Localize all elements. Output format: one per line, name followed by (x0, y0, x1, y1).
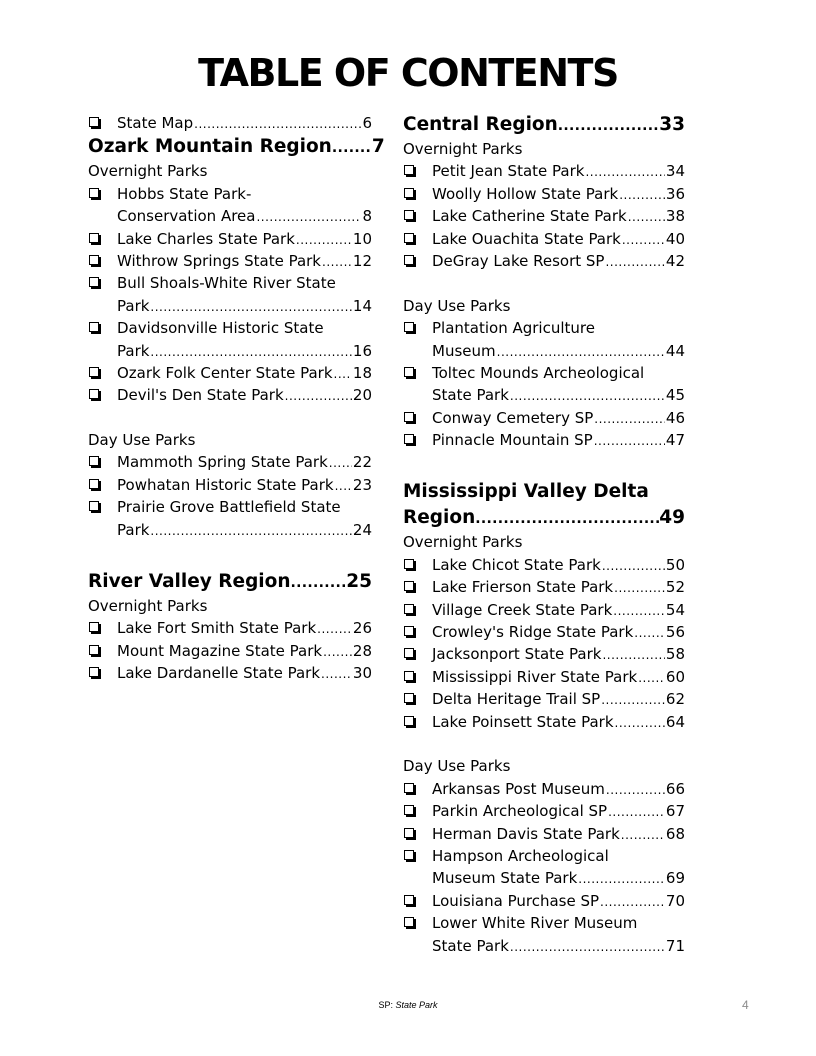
checkbox-icon[interactable] (89, 389, 99, 399)
toc-entry[interactable]: Devil's Den State Park ..... 20 (88, 384, 372, 406)
checkbox-icon[interactable] (404, 165, 414, 175)
region-heading-delta[interactable]: Mississippi Valley Delta (403, 481, 649, 503)
toc-entry[interactable]: Arkansas Post Museum ..... 66 (403, 778, 685, 800)
toc-entry-continuation[interactable]: State Park ..... 45 (403, 384, 685, 406)
toc-entry-continuation[interactable]: Museum State Park ..... 69 (403, 867, 685, 889)
checkbox-icon[interactable] (404, 895, 414, 905)
toc-entry-continuation[interactable]: Park ..... 24 (88, 519, 372, 541)
day-use-parks-label: Day Use Parks (88, 431, 196, 450)
checkbox-icon[interactable] (404, 210, 414, 220)
checkbox-icon[interactable] (404, 917, 414, 927)
checkbox-icon[interactable] (404, 671, 414, 681)
toc-entry[interactable]: Powhatan Historic State Park ..... 23 (88, 474, 372, 496)
day-use-parks-label: Day Use Parks (403, 296, 511, 315)
checkbox-icon[interactable] (89, 233, 99, 243)
checkbox-icon[interactable] (404, 367, 414, 377)
checkbox-icon[interactable] (404, 783, 414, 793)
toc-entry-continuation[interactable]: Park ..... 14 (88, 295, 372, 317)
toc-entry[interactable]: Hampson Archeological (403, 845, 685, 867)
toc-entry[interactable]: Hobbs State Park- (88, 183, 372, 205)
region-heading-river-valley[interactable]: River Valley Region ..... 25 (88, 569, 372, 595)
toc-entry[interactable]: Conway Cemetery SP ..... 46 (403, 407, 685, 429)
checkbox-icon[interactable] (89, 255, 99, 265)
toc-entry[interactable]: Parkin Archeological SP ..... 67 (403, 800, 685, 822)
checkbox-icon[interactable] (89, 645, 99, 655)
toc-entry-continuation[interactable]: Conservation Area ..... 8 (88, 205, 372, 227)
toc-entry[interactable]: Mammoth Spring State Park ..... 22 (88, 451, 372, 473)
toc-entry[interactable]: Lake Ouachita State Park ..... 40 (403, 228, 685, 250)
overnight-parks-label: Overnight Parks (403, 140, 523, 158)
checkbox-icon[interactable] (404, 626, 414, 636)
toc-left-column (88, 112, 385, 685)
toc-entry[interactable]: Mount Magazine State Park ..... 28 (88, 640, 372, 662)
checkbox-icon[interactable] (404, 412, 414, 422)
toc-entry[interactable]: Prairie Grove Battlefield State (88, 496, 372, 518)
checkbox-icon[interactable] (404, 188, 414, 198)
toc-entry[interactable]: Lake Charles State Park ..... 10 (88, 228, 372, 250)
toc-entry-continuation[interactable]: Museum ..... 44 (403, 340, 685, 362)
toc-entry-continuation[interactable]: State Park ..... 71 (403, 935, 685, 957)
toc-entry[interactable]: Herman Davis State Park ..... 68 (403, 823, 685, 845)
region-heading-central[interactable]: Central Region ..... 33 (403, 112, 685, 138)
checkbox-icon[interactable] (404, 322, 414, 332)
toc-entry[interactable]: Lake Chicot State Park ..... 50 (403, 554, 685, 576)
toc-entry[interactable]: Lake Poinsett State Park ..... 64 (403, 711, 685, 733)
checkbox-icon[interactable] (404, 604, 414, 614)
toc-entry[interactable]: Lower White River Museum (403, 912, 685, 934)
checkbox-icon[interactable] (404, 850, 414, 860)
page-title: TABLE OF CONTENTS (198, 51, 618, 95)
toc-entry[interactable]: Woolly Hollow State Park ..... 36 (403, 183, 685, 205)
region-heading-delta-continuation[interactable]: Region ..... 49 (403, 505, 685, 531)
page-number: 4 (742, 998, 749, 1012)
toc-entry[interactable]: Toltec Mounds Archeological (403, 362, 685, 384)
checkbox-icon[interactable] (404, 716, 414, 726)
checkbox-icon[interactable] (404, 559, 414, 569)
checkbox-icon[interactable] (404, 233, 414, 243)
toc-entry[interactable]: Petit Jean State Park ..... 34 (403, 160, 685, 182)
toc-entry[interactable]: Ozark Folk Center State Park ..... 18 (88, 362, 372, 384)
toc-entry[interactable]: Village Creek State Park ..... 54 (403, 599, 685, 621)
toc-entry[interactable]: Lake Fort Smith State Park ..... 26 (88, 617, 372, 639)
toc-entry[interactable]: Mississippi River State Park ..... 60 (403, 666, 685, 688)
checkbox-icon[interactable] (89, 322, 99, 332)
toc-entry[interactable]: Davidsonville Historic State (88, 317, 372, 339)
checkbox-icon[interactable] (89, 367, 99, 377)
checkbox-icon[interactable] (89, 456, 99, 466)
toc-entry[interactable]: Plantation Agriculture (403, 317, 685, 339)
checkbox-icon[interactable] (89, 479, 99, 489)
toc-entry[interactable]: State Map ..... 6 (88, 112, 372, 134)
checkbox-icon[interactable] (404, 581, 414, 591)
toc-entry[interactable]: Louisiana Purchase SP ..... 70 (403, 890, 685, 912)
toc-right-column (403, 112, 685, 957)
toc-entry[interactable]: Pinnacle Mountain SP ..... 47 (403, 429, 685, 451)
overnight-parks-label: Overnight Parks (88, 162, 208, 181)
checkbox-icon[interactable] (89, 117, 99, 127)
overnight-parks-label: Overnight Parks (88, 597, 208, 616)
toc-entry[interactable]: Lake Catherine State Park ..... 38 (403, 205, 685, 227)
toc-entry[interactable]: DeGray Lake Resort SP ..... 42 (403, 250, 685, 272)
toc-entry[interactable]: Jacksonport State Park ..... 58 (403, 643, 685, 665)
checkbox-icon[interactable] (404, 693, 414, 703)
checkbox-icon[interactable] (89, 622, 99, 632)
checkbox-icon[interactable] (89, 667, 99, 677)
checkbox-icon[interactable] (89, 188, 99, 198)
overnight-parks-label: Overnight Parks (403, 533, 523, 552)
checkbox-icon[interactable] (89, 501, 99, 511)
checkbox-icon[interactable] (404, 805, 414, 815)
toc-entry[interactable]: Withrow Springs State Park ..... 12 (88, 250, 372, 272)
day-use-parks-label: Day Use Parks (403, 757, 511, 776)
checkbox-icon[interactable] (404, 648, 414, 658)
checkbox-icon[interactable] (89, 277, 99, 287)
checkbox-icon[interactable] (404, 828, 414, 838)
toc-entry[interactable]: Lake Dardanelle State Park ..... 30 (88, 662, 372, 684)
toc-entry[interactable]: Lake Frierson State Park ..... 52 (403, 576, 685, 598)
checkbox-icon[interactable] (404, 434, 414, 444)
checkbox-icon[interactable] (404, 255, 414, 265)
footer-note: SP: State Park (378, 1000, 438, 1010)
toc-entry[interactable]: Delta Heritage Trail SP ..... 62 (403, 688, 685, 710)
region-heading-ozark[interactable]: Ozark Mountain Region ..... 7 (88, 134, 372, 160)
toc-entry[interactable]: Crowley's Ridge State Park ..... 56 (403, 621, 685, 643)
toc-entry[interactable]: Bull Shoals-White River State (88, 272, 372, 294)
toc-entry-continuation[interactable]: Park ..... 16 (88, 340, 372, 362)
